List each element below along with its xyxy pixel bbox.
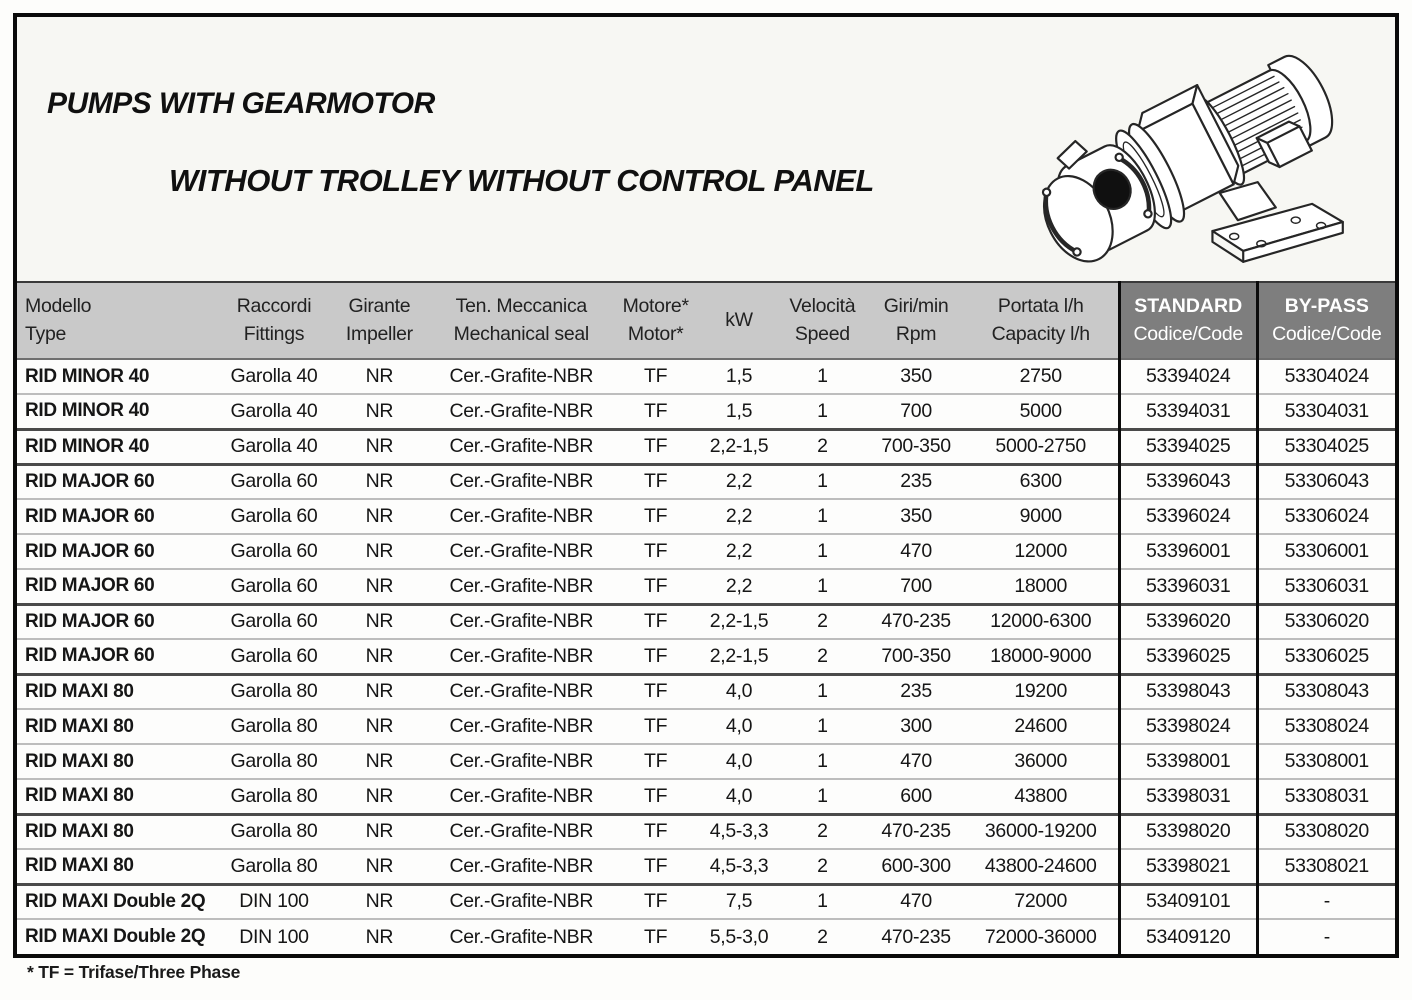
cell-velocita: 1 [776,464,868,499]
page-title-line1: PUMPS WITH GEARMOTOR [47,87,435,120]
cell-giri: 700 [869,569,964,604]
cell-standard: 53396024 [1119,499,1257,534]
header-label-line2: Mechanical seal [453,322,589,345]
cell-motore: TF [610,744,702,779]
col-header-velocita [776,282,868,359]
header-label-line2: Capacity l/h [991,322,1090,345]
cell-raccordi: Garolla 80 [222,674,325,709]
header-label-line1: Portata l/h [997,295,1084,318]
cell-giri: 300 [869,709,964,744]
cell-modello: RID MAXI 80 [17,709,222,744]
table-body [17,359,1395,954]
cell-meccanica: Cer.-Grafite-NBR [433,464,609,499]
cell-raccordi: Garolla 40 [230,365,318,387]
cell-portata: 43800 [964,779,1120,814]
cell-giri: 470-235 [869,814,964,849]
cell-standard: 53398020 [1119,814,1257,849]
cell-modello: RID MAXI Double 2Q [17,884,222,919]
cell-bypass: 53306031 [1257,569,1395,604]
cell-velocita: 2 [776,919,868,954]
cell-girante: NR [326,639,433,674]
table-row [17,359,1395,394]
cell-standard: 53396001 [1119,534,1257,569]
table-row [17,674,1395,709]
cell-meccanica: Cer.-Grafite-NBR [433,744,609,779]
page-border-frame [13,13,1399,958]
cell-raccordi: Garolla 40 [222,429,325,464]
table-row [17,849,1395,884]
table-row [17,499,1395,534]
cell-motore: TF [644,365,668,387]
cell-raccordi: DIN 100 [222,884,325,919]
cell-velocita: 1 [776,499,868,534]
col-header-raccordi [222,282,325,359]
table-row [17,534,1395,569]
cell-modello: RID MAJOR 60 [17,534,222,569]
cell-standard: 53398031 [1119,779,1257,814]
cell-velocita: 1 [776,779,868,814]
cell-modello: RID MAJOR 60 [17,499,222,534]
col-header-motore [610,282,702,359]
cell-raccordi: Garolla 80 [222,709,325,744]
cell-portata: 12000-6300 [964,604,1120,639]
cell-standard: 53409101 [1119,884,1257,919]
header-label-line1: Ten. Meccanica [455,295,587,318]
cell-bypass: 53306043 [1257,464,1395,499]
cell-giri: 470-235 [869,919,964,954]
cell-velocita: 1 [776,569,868,604]
cell-velocita: 1 [776,534,868,569]
cell-modello: RID MINOR 40 [17,394,222,429]
table-header-row [17,282,1395,359]
cell-portata: 12000 [964,534,1120,569]
cell-meccanica: Cer.-Grafite-NBR [433,814,609,849]
cell-kw: 7,5 [702,884,776,919]
cell-portata: 6300 [964,464,1120,499]
cell-modello: RID MAXI 80 [17,779,222,814]
cell-raccordi: Garolla 60 [222,569,325,604]
cell-kw: 2,2-1,5 [702,429,776,464]
cell-kw: 1,5 [725,365,753,387]
cell-portata: 19200 [964,674,1120,709]
header-label-line2: Rpm [895,322,937,345]
cell-girante: NR [326,919,433,954]
cell-standard: 53396031 [1119,569,1257,604]
cell-giri: 700 [869,394,964,429]
cell-giri: 600-300 [869,849,964,884]
cell-motore: TF [610,394,702,429]
col-header-bypass [1257,282,1395,359]
cell-raccordi: Garolla 60 [222,499,325,534]
cell-motore: TF [610,639,702,674]
cell-portata: 9000 [964,499,1120,534]
cell-motore: TF [610,884,702,919]
cell-giri: 235 [869,674,964,709]
cell-raccordi: Garolla 80 [222,849,325,884]
cell-meccanica: Cer.-Grafite-NBR [433,569,609,604]
cell-kw: 2,2-1,5 [702,639,776,674]
pump-gearmotor-illustration [989,21,1387,279]
cell-velocita: 2 [776,849,868,884]
cell-bypass: 53304025 [1257,429,1395,464]
cell-velocita: 2 [776,429,868,464]
cell-meccanica: Cer.-Grafite-NBR [433,394,609,429]
cell-standard: 53394031 [1119,394,1257,429]
cell-standard: 53396025 [1119,639,1257,674]
cell-kw: 2,2 [702,499,776,534]
cell-motore: TF [610,569,702,604]
cell-motore: TF [610,779,702,814]
cell-kw: 2,2 [702,464,776,499]
cell-kw: 1,5 [702,394,776,429]
cell-raccordi: Garolla 80 [222,814,325,849]
cell-kw: 4,5-3,3 [702,814,776,849]
cell-girante: NR [326,464,433,499]
cell-velocita: 1 [817,365,828,387]
cell-meccanica: Cer.-Grafite-NBR [433,499,609,534]
cell-modello: RID MAXI 80 [17,814,222,849]
cell-giri: 235 [869,464,964,499]
cell-meccanica: Cer.-Grafite-NBR [449,365,594,387]
cell-standard: 53398043 [1119,674,1257,709]
cell-portata: 36000-19200 [964,814,1120,849]
cell-motore: TF [610,814,702,849]
cell-standard: 53396043 [1119,464,1257,499]
cell-bypass: 53306024 [1257,499,1395,534]
cell-motore: TF [610,849,702,884]
cell-girante: NR [326,709,433,744]
col-header-standard [1119,282,1257,359]
cell-velocita: 1 [776,394,868,429]
col-header-portata [964,282,1120,359]
cell-standard: 53394025 [1119,429,1257,464]
cell-girante: NR [326,884,433,919]
cell-portata: 18000-9000 [964,639,1120,674]
cell-standard: 53398021 [1119,849,1257,884]
cell-raccordi: DIN 100 [222,919,325,954]
cell-kw: 2,2 [702,569,776,604]
cell-meccanica: Cer.-Grafite-NBR [433,849,609,884]
cell-meccanica: Cer.-Grafite-NBR [433,604,609,639]
cell-raccordi: Garolla 80 [222,744,325,779]
cell-bypass: 53308024 [1257,709,1395,744]
table-row [17,639,1395,674]
cell-girante: NR [326,744,433,779]
cell-raccordi: Garolla 60 [222,464,325,499]
col-header-giri [869,282,964,359]
cell-velocita: 2 [776,604,868,639]
header-label-line2: Codice/Code [1272,322,1382,345]
cell-portata: 5000 [964,394,1120,429]
cell-standard: 53394024 [1119,359,1257,394]
cell-motore: TF [610,604,702,639]
cell-portata: 43800-24600 [964,849,1120,884]
cell-bypass: 53306001 [1257,534,1395,569]
cell-modello: RID MINOR 40 [17,429,222,464]
header-label-line1: Giri/min [883,295,949,318]
header-label-line1: Modello [25,295,92,318]
cell-girante: NR [326,849,433,884]
header-label-line1: Raccordi [236,295,312,318]
cell-velocita: 2 [776,639,868,674]
cell-girante: NR [326,534,433,569]
cell-modello: RID MAXI 80 [17,744,222,779]
cell-bypass: 53306025 [1257,639,1395,674]
cell-giri: 350 [869,499,964,534]
cell-modello: RID MAXI Double 2Q [17,919,222,954]
cell-girante: NR [326,569,433,604]
cell-standard: 53409120 [1119,919,1257,954]
cell-kw: 5,5-3,0 [702,919,776,954]
table-row [17,884,1395,919]
cell-girante: NR [326,604,433,639]
header-label-line2: Codice/Code [1133,322,1243,345]
header-label-line1: kW [725,308,753,331]
cell-raccordi: Garolla 60 [222,639,325,674]
cell-motore: TF [610,919,702,954]
cell-bypass: 53308031 [1257,779,1395,814]
cell-kw: 2,2-1,5 [702,604,776,639]
cell-standard: 53396020 [1119,604,1257,639]
cell-motore: TF [610,534,702,569]
header-label-line2: Fittings [243,322,305,345]
table-row [17,779,1395,814]
pump-spec-table [17,281,1395,954]
header-label-line1: BY-PASS [1284,295,1369,318]
cell-kw: 4,0 [702,744,776,779]
cell-bypass: 53306020 [1257,604,1395,639]
cell-bypass: 53308020 [1257,814,1395,849]
cell-girante: NR [326,429,433,464]
cell-bypass: 53308021 [1257,849,1395,884]
cell-bypass: 53304031 [1257,394,1395,429]
cell-motore: TF [610,429,702,464]
cell-giri: 700-350 [869,429,964,464]
cell-bypass: - [1257,884,1395,919]
cell-meccanica: Cer.-Grafite-NBR [433,779,609,814]
table-row [17,394,1395,429]
cell-meccanica: Cer.-Grafite-NBR [433,639,609,674]
cell-girante: NR [326,674,433,709]
cell-raccordi: Garolla 80 [222,779,325,814]
table-row [17,709,1395,744]
cell-modello: RID MAXI 80 [17,849,222,884]
table-row [17,604,1395,639]
cell-kw: 4,0 [702,674,776,709]
cell-raccordi: Garolla 40 [222,394,325,429]
cell-meccanica: Cer.-Grafite-NBR [433,674,609,709]
cell-modello: RID MAJOR 60 [17,569,222,604]
col-header-meccanica [433,282,609,359]
cell-raccordi: Garolla 60 [222,534,325,569]
cell-modello: RID MAJOR 60 [17,604,222,639]
table-row [17,744,1395,779]
table-row [17,429,1395,464]
col-header-modello [17,282,222,359]
page-title-line2: WITHOUT TROLLEY WITHOUT CONTROL PANEL [169,163,874,198]
cell-giri: 470-235 [869,604,964,639]
cell-bypass: 53308001 [1257,744,1395,779]
cell-portata: 72000 [964,884,1120,919]
cell-modello: RID MAJOR 60 [17,464,222,499]
cell-modello: RID MAJOR 60 [17,639,222,674]
table-row [17,569,1395,604]
cell-meccanica: Cer.-Grafite-NBR [433,534,609,569]
cell-giri: 700-350 [869,639,964,674]
cell-portata: 72000-36000 [964,919,1120,954]
cell-motore: TF [610,674,702,709]
cell-meccanica: Cer.-Grafite-NBR [433,709,609,744]
cell-portata: 5000-2750 [964,429,1120,464]
cell-giri: 600 [869,779,964,814]
cell-meccanica: Cer.-Grafite-NBR [433,429,609,464]
cell-modello: RID MAXI 80 [17,674,222,709]
cell-motore: TF [610,499,702,534]
cell-portata: 24600 [964,709,1120,744]
cell-standard: 53398001 [1119,744,1257,779]
cell-raccordi: Garolla 60 [222,604,325,639]
cell-standard: 53398024 [1119,709,1257,744]
cell-velocita: 2 [776,814,868,849]
header-label-line2: Motor* [627,322,684,345]
cell-girante: NR [326,394,433,429]
header-label-line2: Impeller [345,322,413,345]
cell-velocita: 1 [776,884,868,919]
col-header-kw [702,282,776,359]
cell-velocita: 1 [776,709,868,744]
cell-kw: 4,0 [702,709,776,744]
cell-girante: NR [326,499,433,534]
cell-portata: 36000 [964,744,1120,779]
cell-motore: TF [610,709,702,744]
cell-motore: TF [610,464,702,499]
header-label-line1: Motore* [622,295,689,318]
table-row [17,919,1395,954]
cell-meccanica: Cer.-Grafite-NBR [433,919,609,954]
header-label-line1: STANDARD [1134,295,1243,318]
cell-bypass: 53308043 [1257,674,1395,709]
cell-meccanica: Cer.-Grafite-NBR [433,884,609,919]
footnote: * TF = Trifase/Three Phase [27,962,241,982]
cell-bypass: 53304024 [1257,359,1395,394]
header-label-line1: Girante [348,295,411,318]
cell-kw: 4,5-3,3 [702,849,776,884]
cell-velocita: 1 [776,674,868,709]
cell-giri: 350 [900,365,932,387]
cell-portata: 18000 [964,569,1120,604]
cell-girante: NR [365,365,394,387]
header-label-line1: Velocità [789,295,856,318]
cell-giri: 470 [869,884,964,919]
cell-modello: RID MINOR 40 [25,365,150,387]
cell-girante: NR [326,814,433,849]
cell-velocita: 1 [776,744,868,779]
cell-kw: 2,2 [702,534,776,569]
table-row [17,814,1395,849]
cell-kw: 4,0 [702,779,776,814]
cell-giri: 470 [869,744,964,779]
cell-portata: 2750 [1019,365,1062,387]
header-label-line2: Type [25,322,67,345]
cell-girante: NR [326,779,433,814]
header-label-line2: Speed [794,322,850,345]
masthead [17,17,1395,281]
cell-bypass: - [1257,919,1395,954]
cell-giri: 470 [869,534,964,569]
table-row [17,464,1395,499]
col-header-girante [326,282,433,359]
